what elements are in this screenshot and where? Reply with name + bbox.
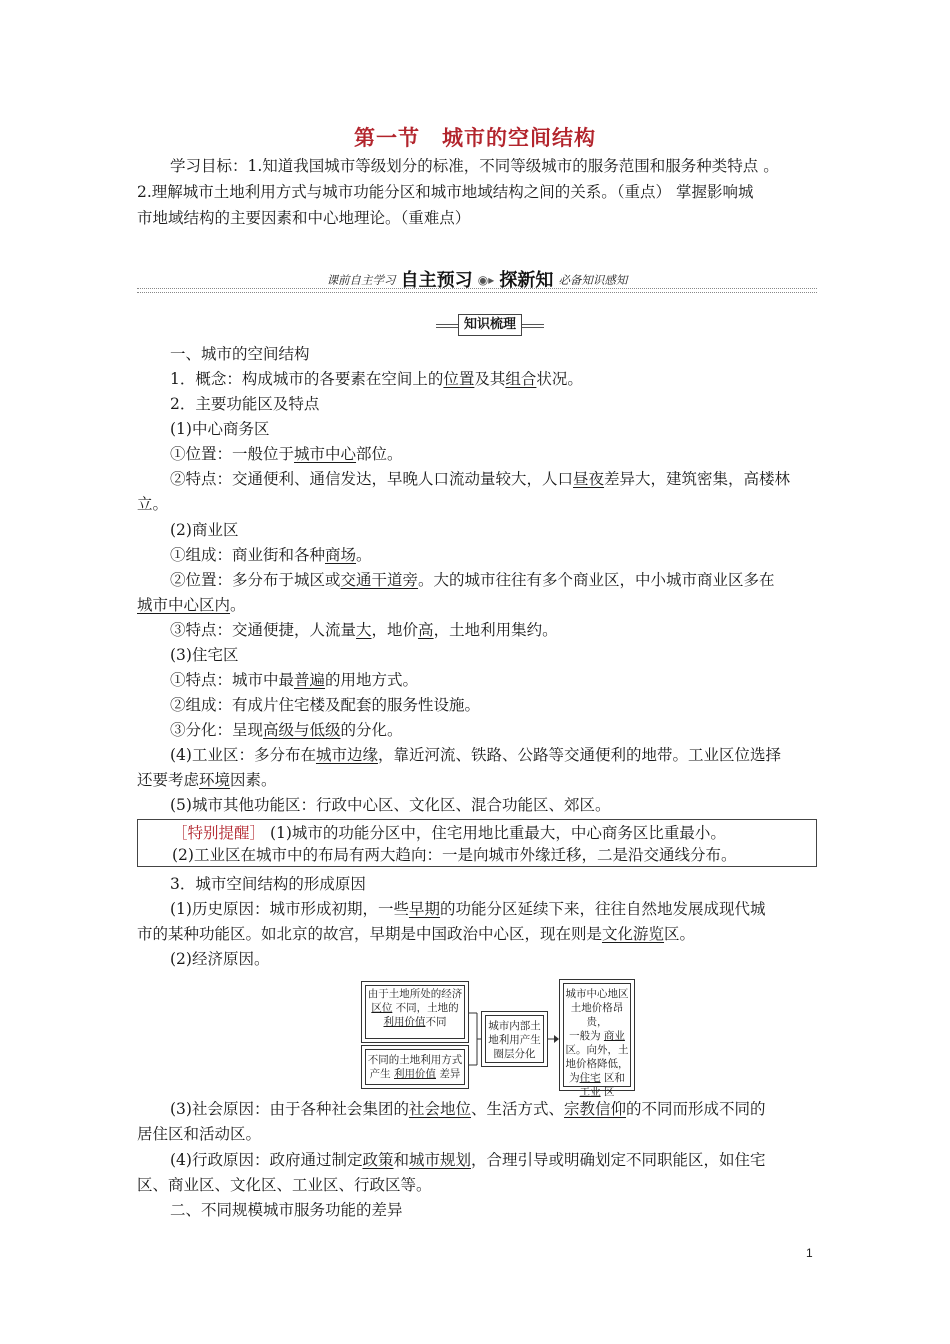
para-other-zones: (5)城市其他功能区：行政中心区、文化区、混合功能区、郊区。 <box>170 796 611 814</box>
text: 的功能分区延续下来，往往自然地发展成现代城 <box>439 900 766 918</box>
para-administrative <box>137 1148 817 1173</box>
banner-main-2: 探新知 <box>499 270 554 291</box>
text: 和 <box>393 1151 409 1169</box>
diagram-box-differentiation-inner <box>485 1015 544 1063</box>
text: 为 <box>569 1072 580 1084</box>
subheading-commercial: (2)商业区 <box>170 521 239 539</box>
answer-blank: 早期 <box>408 900 440 918</box>
diagram-text: 区。向外，土 <box>565 1044 629 1056</box>
answer-blank: 昼夜 <box>573 470 605 488</box>
text: 市的某种功能区。如北京的故宫，早期是中国政治中心区，现在则是 <box>137 925 603 943</box>
objectives-line-3: 市地域结构的主要因素和中心地理论。（重难点） <box>137 209 471 227</box>
note-line-1 <box>172 822 726 844</box>
answer-blank: 社会地位 <box>408 1100 471 1118</box>
para-administrative-cont: 区、商业区、文化区、工业区、行政区等。 <box>137 1176 432 1194</box>
answer-blank: 区位 <box>371 1002 393 1014</box>
diagram-text: 地价格降低， <box>565 1058 629 1070</box>
objectives-line-2: 2.理解城市土地利用方式与城市功能分区和城市地域结构之间的关系。（重点） 掌握影响城 <box>137 183 754 201</box>
diagram-box-location-inner <box>365 985 465 1039</box>
answer-blank: 利用价值 <box>383 1016 426 1028</box>
para-commercial-location-cont <box>137 593 817 618</box>
text: 不同，土地的 <box>392 1002 459 1014</box>
note-line-2: (2)工业区在城市中的布局有两大趋向：一是向城市外缘迁移，二是沿交通线分布。 <box>172 846 737 864</box>
note-label: ［特别提醒］ <box>172 824 266 842</box>
text: ①位置：一般位于 <box>170 445 295 463</box>
answer-blank: 城市规划 <box>409 1151 472 1169</box>
diagram-text <box>366 1001 464 1015</box>
text: 还要考虑 <box>137 771 200 789</box>
diagram-text: 城市中心地区 <box>565 988 629 1000</box>
diagram-text: 由于土地所处的经济 <box>367 988 463 1000</box>
text: (3)社会原因：由于各种社会集团的 <box>170 1100 409 1118</box>
answer-blank: 交通干道旁 <box>340 571 419 589</box>
answer-blank: 环境 <box>199 771 231 789</box>
text: (4)工业区：多分布在 <box>170 746 316 764</box>
text: ③特点：交通便捷，人流量 <box>170 621 357 639</box>
answer-blank: 城市边缘 <box>315 746 378 764</box>
diagram-text <box>366 1015 464 1029</box>
text: 及其 <box>474 370 506 388</box>
banner-arrow-icon: ◉▸ <box>477 273 495 287</box>
para-cbd-features-cont: 立。 <box>137 495 169 513</box>
banner-right-text: 必备知识感知 <box>558 273 628 287</box>
para-social <box>137 1097 817 1122</box>
answer-blank: 组合 <box>505 370 537 388</box>
text: 区 <box>600 1086 615 1098</box>
banner-divider <box>137 288 817 289</box>
heading-functional-zones: 2．主要功能区及特点 <box>170 395 320 413</box>
diagram-box-result-inner <box>563 983 631 1098</box>
para-industrial <box>137 743 817 768</box>
text: ③分化：呈现 <box>170 721 264 739</box>
section-tag <box>436 314 544 336</box>
heading-causes: 3．城市空间结构的形成原因 <box>170 875 366 893</box>
text: ②特点：交通便利、通信发达，早晚人口流动量较大，人口 <box>170 470 574 488</box>
text: (1)城市的功能分区中，住宅用地比重最大，中心商务区比重最小。 <box>265 824 726 842</box>
diagram-box-usage-inner <box>365 1049 465 1085</box>
para-concept <box>137 367 817 392</box>
text: (1)历史原因：城市形成初期，一些 <box>170 900 409 918</box>
answer-blank: 工业 <box>579 1086 601 1098</box>
diagram-box-location <box>361 981 469 1043</box>
special-note-box <box>137 819 817 867</box>
text: ，地价 <box>371 621 419 639</box>
answer-blank: 宗教信仰 <box>564 1100 627 1118</box>
diagram-text <box>564 1029 630 1043</box>
diagram-text: 土地价格昂贵， <box>570 1002 624 1028</box>
para-industrial-cont <box>137 768 817 793</box>
para-historical-cont <box>137 922 817 947</box>
answer-blank: 商场 <box>325 546 357 564</box>
diagram-box-differentiation <box>481 1011 548 1067</box>
text: ，土地利用集约。 <box>433 621 558 639</box>
text: 的不同而形成不同的 <box>626 1100 766 1118</box>
answer-blank: 高 <box>418 621 434 639</box>
para-commercial-location <box>137 568 817 593</box>
answer-blank: 城市中心 <box>294 445 357 463</box>
answer-blank: 位置 <box>443 370 475 388</box>
diagram-text: 圈层分化 <box>493 1048 536 1060</box>
section-tag-label: 知识梳理 <box>458 314 522 336</box>
answer-blank: 住宅 <box>579 1072 601 1084</box>
diagram-text <box>366 1067 464 1081</box>
text: 一般为 <box>569 1030 604 1042</box>
text: ①特点：城市中最 <box>170 671 295 689</box>
para-residential-composition: ②组成：有成片住宅楼及配套的服务性设施。 <box>170 696 481 714</box>
para-commercial-composition <box>137 543 817 568</box>
section-banner <box>137 266 817 296</box>
answer-blank: 城市中心区内 <box>137 596 231 614</box>
text: 产生 <box>369 1068 394 1080</box>
text: 、生活方式、 <box>470 1100 564 1118</box>
answer-blank: 文化游览 <box>602 925 665 943</box>
diagram-text: 城市内部土 <box>488 1020 541 1032</box>
objectives-line-1: 学习目标：1.知道我国城市等级划分的标准，不同等级城市的服务范围和服务种类特点 。 <box>170 157 779 175</box>
text: ①组成：商业街和各种 <box>170 546 326 564</box>
text: 部位。 <box>356 445 403 463</box>
text: 因素。 <box>230 771 277 789</box>
para-cbd-features <box>137 467 817 492</box>
banner-left-text: 课前自主学习 <box>326 273 396 287</box>
answer-blank: 高级与低级 <box>263 721 341 739</box>
diagram-text: 地利用产生 <box>488 1034 541 1046</box>
text: ，合理引导或明确划定不同职能区，如住宅 <box>471 1151 766 1169</box>
para-residential-features <box>137 668 817 693</box>
text: 区和 <box>600 1072 625 1084</box>
page-number: 1 <box>806 1246 813 1260</box>
text: ②位置：多分布于城区或 <box>170 571 341 589</box>
text: ，靠近河流、铁路、公路等交通便利的地带。工业区位选择 <box>377 746 781 764</box>
para-cbd-location <box>137 442 817 467</box>
text: (4)行政原因：政府通过制定 <box>170 1151 363 1169</box>
answer-blank: 利用价值 <box>394 1068 436 1080</box>
diagram-text <box>564 1071 630 1085</box>
heading-service-differences: 二、不同规模城市服务功能的差异 <box>170 1201 403 1219</box>
text: 。大的城市往往有多个商业区，中小城市商业区多在 <box>418 571 775 589</box>
answer-blank: 政策 <box>362 1151 394 1169</box>
subheading-residential: (3)住宅区 <box>170 646 239 664</box>
text: 状况。 <box>536 370 583 388</box>
answer-blank: 大 <box>356 621 372 639</box>
text: 差异 <box>436 1068 461 1080</box>
text: 1．概念：构成城市的各要素在空间上的 <box>170 370 444 388</box>
diagram-text: 不同的土地利用方式 <box>367 1054 463 1066</box>
text: 的分化。 <box>340 721 403 739</box>
diagram-box-usage <box>361 1045 469 1089</box>
banner-divider <box>137 292 817 293</box>
page-title: 第一节 城市的空间结构 <box>354 126 596 150</box>
para-economic: (2)经济原因。 <box>170 950 270 968</box>
text: 。 <box>230 596 246 614</box>
subheading-cbd: (1)中心商务区 <box>170 420 270 438</box>
heading-spatial-structure: 一、城市的空间结构 <box>170 345 310 363</box>
text: 差异大，建筑密集，高楼林 <box>604 470 791 488</box>
text: 区。 <box>664 925 696 943</box>
diagram-box-result <box>559 979 635 1098</box>
answer-blank: 普遍 <box>294 671 326 689</box>
para-social-cont: 居住区和活动区。 <box>137 1125 262 1143</box>
text: 不同 <box>425 1016 447 1028</box>
para-historical <box>137 897 817 922</box>
para-commercial-features <box>137 618 817 643</box>
answer-blank: 商业 <box>603 1030 625 1042</box>
para-residential-differentiation <box>137 718 817 743</box>
text: 的用地方式。 <box>325 671 419 689</box>
economic-cause-diagram <box>361 979 636 1098</box>
text: 。 <box>356 546 372 564</box>
banner-main-1: 自主预习 <box>400 270 473 291</box>
